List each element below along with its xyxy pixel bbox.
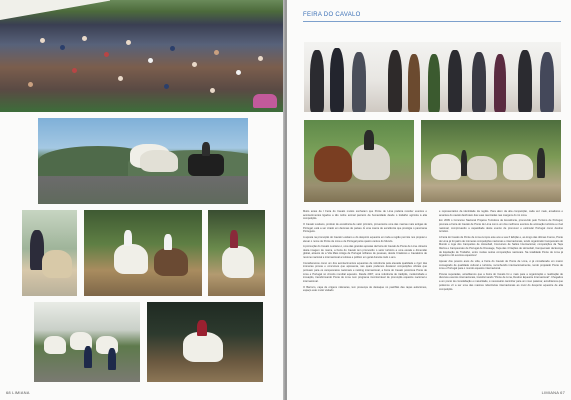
night-arena-photo	[147, 302, 263, 382]
dressage-riders-photo	[84, 210, 202, 296]
paragraph: Provas superadas, acreditamos que a Feira do Cavalo foi e mais para a organização e realização de diversos eventos internacionais, transformando "Ponte de Lima, Destino Equestre Internacional". Chegados a um ponto de consolidação e maturidade, é necessário caminhar para um novo patamar, acreditamos que podemos vir a ser uma das maiores referências internacionais ao nível do desporto equestre de alta competição.	[439, 272, 563, 291]
paragraph: Em 2009 o Concurso Nacional Projetos Turísticos de Excelência, promovido pelo Turismo de Portugal, premeia a Feira do Cavalo de Ponte de Lima como um dos melhores eventos de animação turística a nível nacional, comprovando a capacidade deste evento de promover e estimular Portugal como destino turístico.	[439, 219, 563, 234]
left-page	[0, 0, 285, 400]
paragraph: Muito antes da I Feira do Cavalo muitos sonharam que Ponte de Lima poderia receber eventos e acontecimentos ligados a tão nobre animal parceiro da humanidade desde o trabalho agrícola à alta competição.	[303, 210, 427, 221]
paragraph: A aposta na promoção do Cavalo Lusitano e do desporto equestre em toda a região permite nos projetar e elevar o nome de Ponte de Lima e de Portugal pelos quatro cantos do Mundo.	[303, 235, 427, 243]
paragraph: A Feira do Cavalo de Ponte de Lima cumpre este ano a sua X Edição e, ao longo das últimas 9 anos, Ponte de Lima já foi palco de inúmeras competições nacionais e internacionais, tendo organizado Campeonato do Mundo e Liga dos Campeões de Horseball, Concursos de Saltos Internacional, competições da Taça Ibérica e Campeonato de Portugal de Dressage, Taça das 4 Nações de Horseball, Campeonato da Europa de Equitação de Trabalho, entre muitas outras competições nacionais. Na totalidade Ponte de Lima já organizou 44 eventos equestres!	[439, 235, 563, 258]
carriage-driving-photo	[38, 118, 248, 204]
paragraph: Consideramos como um dos acontecimentos equestres de referência pela elevada qualidade e rigor das inúmeras provas e concursos que apresenta, nas quais podemos destacar competições oficiais que pontuam para os campeonatos nacionais e ranking internacional, a Feira do Cavalo posiciona Ponte de Lima e Portugal no circuito mundial equestre. Desde 2007, uma referência de tradição, modernidade e inovação, transformando Ponte de Lima num programa incontornável de promoção equestre nacional e internacional.	[303, 261, 427, 284]
paragraph: Apesar dos poucos anos de vida, a Feira do Cavalo de Ponte de Lima, é já considerada um marco consagrado de qualidade cultural e turística, reconhecido internacionalmente, tendo projetado Ponte de Lima e Portugal para o mundo equestre internacional.	[439, 259, 563, 271]
award-ceremony-photo	[304, 42, 561, 112]
equestrian-procession-photo	[34, 302, 140, 382]
right-page	[287, 0, 571, 400]
child-with-horse-photo	[22, 210, 77, 296]
paragraph: A promoção do Cavalo Lusitano é, uma das grandes apostas da Feira do Cavalo de Ponte de Lima. Através desta imagem de marca, a Feira do Cavalo tem promovido o setor turístico a uma escala e dimensão global, através de a Vila Mais Antiga de Portugal milhares de pessoas, desde Criadores e Cavaleiros de renome nacional e internacional a turistas e público em geral durante todo o ano.	[303, 245, 427, 260]
article-column-1	[303, 210, 427, 390]
crowd-grandstand-photo	[0, 0, 285, 112]
horse-presentation-photo	[421, 120, 561, 202]
paragraph: O Barroco, capa de origens milenares, tem presença de destaque no pavilhão das raças autóctones, espaço este muito visitado	[303, 285, 427, 293]
rider-salute-photo	[208, 210, 265, 296]
paragraph: O Cavalo Lusitano, produto de excelência de valor primário, proveniente uma das marcas mais antigas de Portugal, está a ser criado em dezenas de países. É uma marca de excelência que prestigia o panorama Português.	[303, 222, 427, 234]
article-body	[303, 210, 565, 390]
lusitano-horses-photo	[304, 120, 414, 202]
section-title: FEIRA DO CAVALO	[303, 12, 561, 22]
article-column-2	[439, 210, 563, 390]
right-page-folio: LIMIANA 67	[541, 390, 565, 395]
left-page-folio: 68 LIMIANA	[6, 390, 30, 395]
paragraph: e representativo da identidade da região. Para além da alta competição, cada vez mais, amadores e amantes do cavalo desfrutam das suas reentradas nas margens do rio Lima.	[439, 210, 563, 217]
